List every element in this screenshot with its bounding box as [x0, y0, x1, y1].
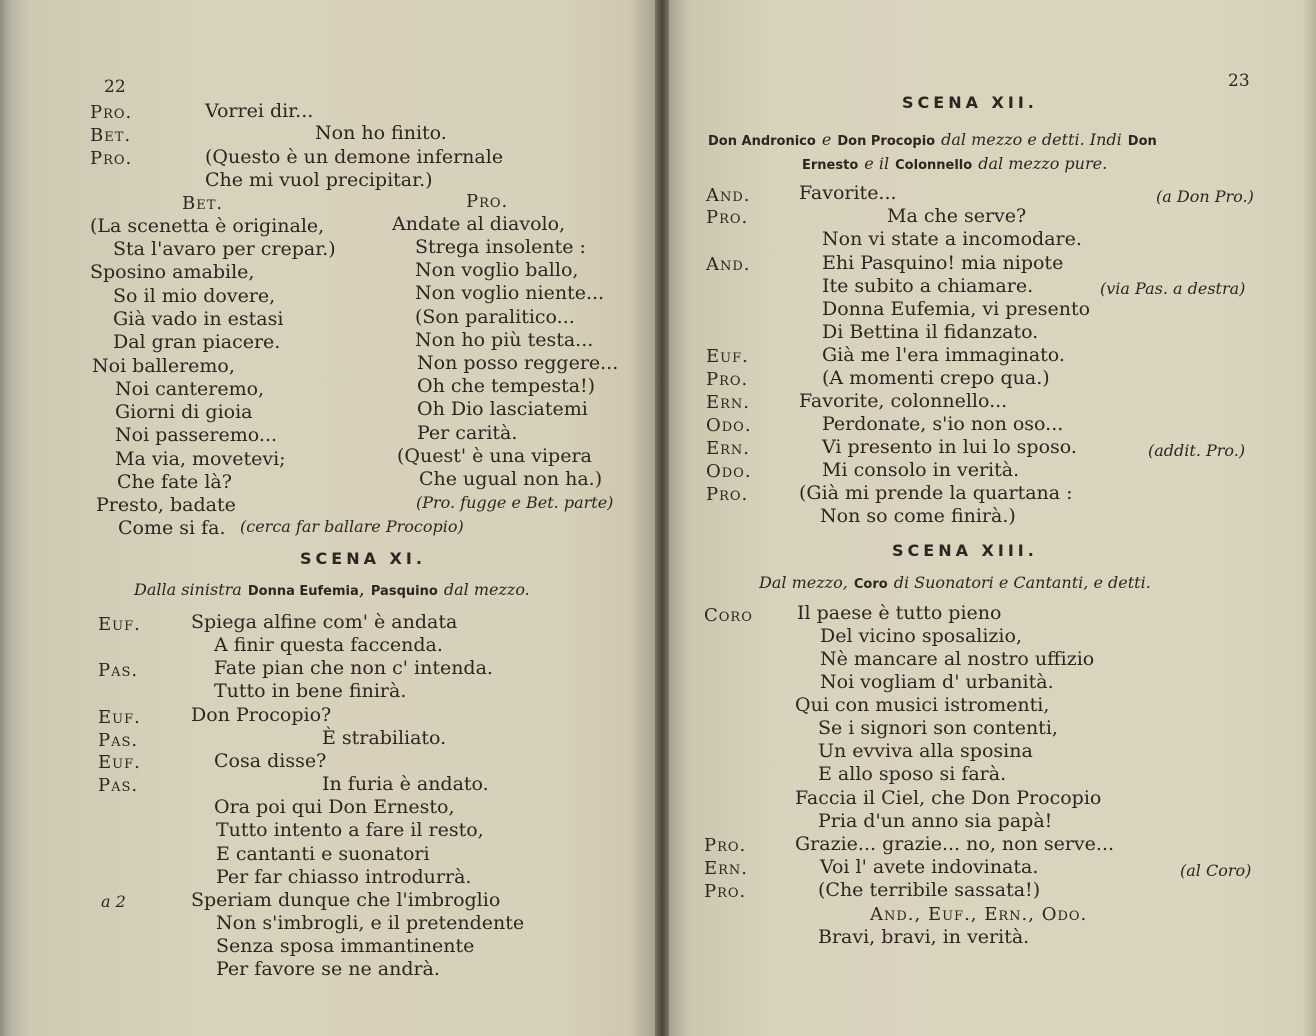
verse-line: Nè mancare al nostro uffizio: [820, 648, 1095, 670]
speaker: Euf.: [706, 346, 749, 367]
verse-line: Non posso reggere...: [417, 352, 619, 374]
verse-line: Un evviva alla sposina: [818, 740, 1033, 762]
verse-line: Fate pian che non c' intenda.: [214, 657, 493, 679]
speaker: Euf.: [98, 707, 141, 728]
verse-line: Qui con musici istromenti,: [795, 694, 1050, 716]
page-number: 23: [1228, 71, 1250, 91]
verse-line: (La scenetta è originale,: [90, 215, 325, 237]
book-spine: [655, 0, 669, 1036]
verse-line: Tutto in bene finirà.: [214, 680, 407, 702]
scene-heading: SCENA XIII.: [892, 541, 1038, 560]
speaker: Pas.: [98, 775, 139, 796]
verse-line: (Che terribile sassata!): [818, 879, 1041, 901]
verse-line: (Son paralitico...: [415, 306, 575, 328]
verse-line: Ma via, movetevi;: [115, 448, 286, 470]
speaker: Pas.: [98, 660, 139, 681]
speaker: Pro.: [90, 148, 133, 169]
verse-line: Per carità.: [417, 422, 518, 444]
speaker: Pas.: [98, 730, 139, 751]
speaker: Euf.: [98, 752, 141, 773]
speaker: And.: [706, 185, 751, 206]
verse-line: Pria d'un anno sia papà!: [818, 810, 1053, 832]
verse-line: Senza sposa immantinente: [216, 935, 475, 957]
speaker: Pro.: [90, 102, 133, 123]
speaker: Odo.: [706, 415, 752, 436]
verse-line: Andate al diavolo,: [392, 213, 566, 235]
stage-direction: (a Don Pro.): [1156, 187, 1254, 206]
verse-line: Già me l'era immaginato.: [822, 344, 1065, 366]
speaker: a 2: [101, 892, 126, 911]
verse-line: Mi consolo in verità.: [822, 459, 1020, 481]
speaker: Bet.: [182, 193, 224, 214]
speaker: Pro.: [706, 484, 749, 505]
verse-line: Che ugual non ha.): [419, 468, 603, 490]
verse-line: (Già mi prende la quartana :: [799, 482, 1073, 504]
verse-line: Noi balleremo,: [92, 355, 235, 377]
verse-line: In furia è andato.: [322, 773, 489, 795]
verse-line: (A momenti crepo qua.): [822, 367, 1050, 389]
verse-line: Dal gran piacere.: [113, 331, 281, 353]
verse-line: Non voglio niente...: [415, 282, 605, 304]
speaker: Pro.: [706, 369, 749, 390]
verse-line: Don Procopio?: [191, 704, 332, 726]
verse-line: Sta l'avaro per crepar.): [113, 238, 336, 260]
verse-line: So il mio dovere,: [113, 285, 276, 307]
verse-line: Vorrei dir...: [205, 100, 314, 122]
verse-line: Giorni di gioia: [115, 401, 253, 423]
verse-line: Già vado in estasi: [113, 308, 284, 330]
verse-line: Ehi Pasquino! mia nipote: [822, 252, 1064, 274]
verse-line: Oh Dio lasciatemi: [417, 398, 588, 420]
verse-line: Bravi, bravi, in verità.: [818, 926, 1030, 948]
verse-line: E allo sposo si farà.: [818, 763, 1007, 785]
speaker-group: And., Euf., Ern., Odo.: [870, 904, 1088, 925]
verse-line: Donna Eufemia, vi presento: [822, 298, 1091, 320]
verse-line: Del vicino sposalizio,: [820, 625, 1022, 647]
verse-line: Per favore se ne andrà.: [216, 958, 440, 980]
stage-direction: (cerca far ballare Procopio): [240, 517, 464, 536]
verse-line: Noi canteremo,: [115, 378, 265, 400]
speaker: Pro.: [706, 207, 749, 228]
stage-direction: (via Pas. a destra): [1100, 279, 1246, 298]
stage-direction: (Pro. fugge e Bet. parte): [416, 493, 614, 512]
verse-line: Sposino amabile,: [90, 261, 255, 283]
verse-line: (Questo è un demone infernale: [205, 146, 504, 168]
speaker: Odo.: [706, 461, 752, 482]
verse-line: Non so come finirà.): [820, 505, 1016, 527]
speaker: And.: [706, 254, 751, 275]
verse-line: Non ho più testa...: [415, 329, 594, 351]
stage-direction: (addit. Pro.): [1148, 441, 1246, 460]
verse-line: Cosa disse?: [214, 750, 327, 772]
verse-line: Se i signori son contenti,: [818, 717, 1058, 739]
verse-line: Tutto intento a fare il resto,: [216, 819, 484, 841]
scene-direction: Don Andronico e Don Procopio dal mezzo e detti. Indi Don: [708, 130, 1157, 149]
verse-line: Per far chiasso introdurrà.: [216, 866, 472, 888]
verse-line: Che mi vuol precipitar.): [205, 169, 433, 191]
scene-direction: Dal mezzo, Coro di Suonatori e Cantanti, e detti.: [759, 573, 1151, 592]
verse-line: Noi passeremo...: [115, 424, 277, 446]
verse-line: Ite subito a chiamare.: [822, 275, 1034, 297]
scene-direction: Dalla sinistra Donna Eufemia, Pasquino dal mezzo.: [134, 578, 530, 600]
speaker: Bet.: [90, 125, 132, 146]
scene-heading: SCENA XII.: [902, 93, 1038, 112]
verse-line: Ma che serve?: [887, 205, 1027, 227]
verse-line: Favorite...: [799, 182, 897, 204]
verse-line: Non ho finito.: [315, 122, 447, 144]
verse-line: Di Bettina il fidanzato.: [822, 321, 1039, 343]
speaker: Ern.: [706, 438, 751, 459]
verse-line: (Quest' è una vipera: [397, 445, 592, 467]
speaker: Ern.: [704, 858, 749, 879]
verse-line: Non voglio ballo,: [415, 259, 579, 281]
verse-line: Faccia il Ciel, che Don Procopio: [795, 787, 1102, 809]
scene-heading: SCENA XI.: [300, 549, 426, 568]
verse-line: Grazie... grazie... no, non serve...: [795, 833, 1115, 855]
verse-line: Il paese è tutto pieno: [797, 602, 1002, 624]
speaker: Euf.: [98, 614, 141, 635]
verse-line: Noi vogliam d' urbanità.: [820, 671, 1054, 693]
verse-line: Come si fa.: [118, 517, 226, 539]
stage-direction: (al Coro): [1180, 861, 1252, 880]
verse-line: Spiega alfine com' è andata: [191, 611, 458, 633]
verse-line: Speriam dunque che l'imbroglio: [191, 889, 501, 911]
speaker: Pro.: [704, 881, 747, 902]
verse-line: A finir questa faccenda.: [214, 634, 443, 656]
verse-line: Oh che tempesta!): [417, 375, 596, 397]
verse-line: Favorite, colonnello...: [799, 390, 1008, 412]
right-page: [662, 0, 1316, 1036]
verse-line: È strabiliato.: [322, 727, 447, 749]
verse-line: E cantanti e suonatori: [216, 843, 430, 865]
verse-line: Vi presento in lui lo sposo.: [822, 436, 1077, 458]
verse-line: Voi l' avete indovinata.: [820, 856, 1039, 878]
page-number: 22: [104, 77, 126, 97]
verse-line: Presto, badate: [96, 494, 236, 516]
verse-line: Ora poi qui Don Ernesto,: [214, 796, 455, 818]
verse-line: Perdonate, s'io non oso...: [822, 413, 1064, 435]
speaker: Ern.: [706, 392, 751, 413]
speaker: Pro.: [704, 835, 747, 856]
verse-line: Che fate là?: [117, 471, 232, 493]
verse-line: Strega insolente :: [415, 236, 586, 258]
speaker: Coro: [704, 605, 753, 626]
scene-direction: Ernesto e il Colonnello dal mezzo pure.: [802, 154, 1108, 173]
verse-line: Non vi state a incomodare.: [822, 228, 1082, 250]
verse-line: Non s'imbrogli, e il pretendente: [216, 912, 525, 934]
speaker: Pro.: [466, 191, 509, 212]
